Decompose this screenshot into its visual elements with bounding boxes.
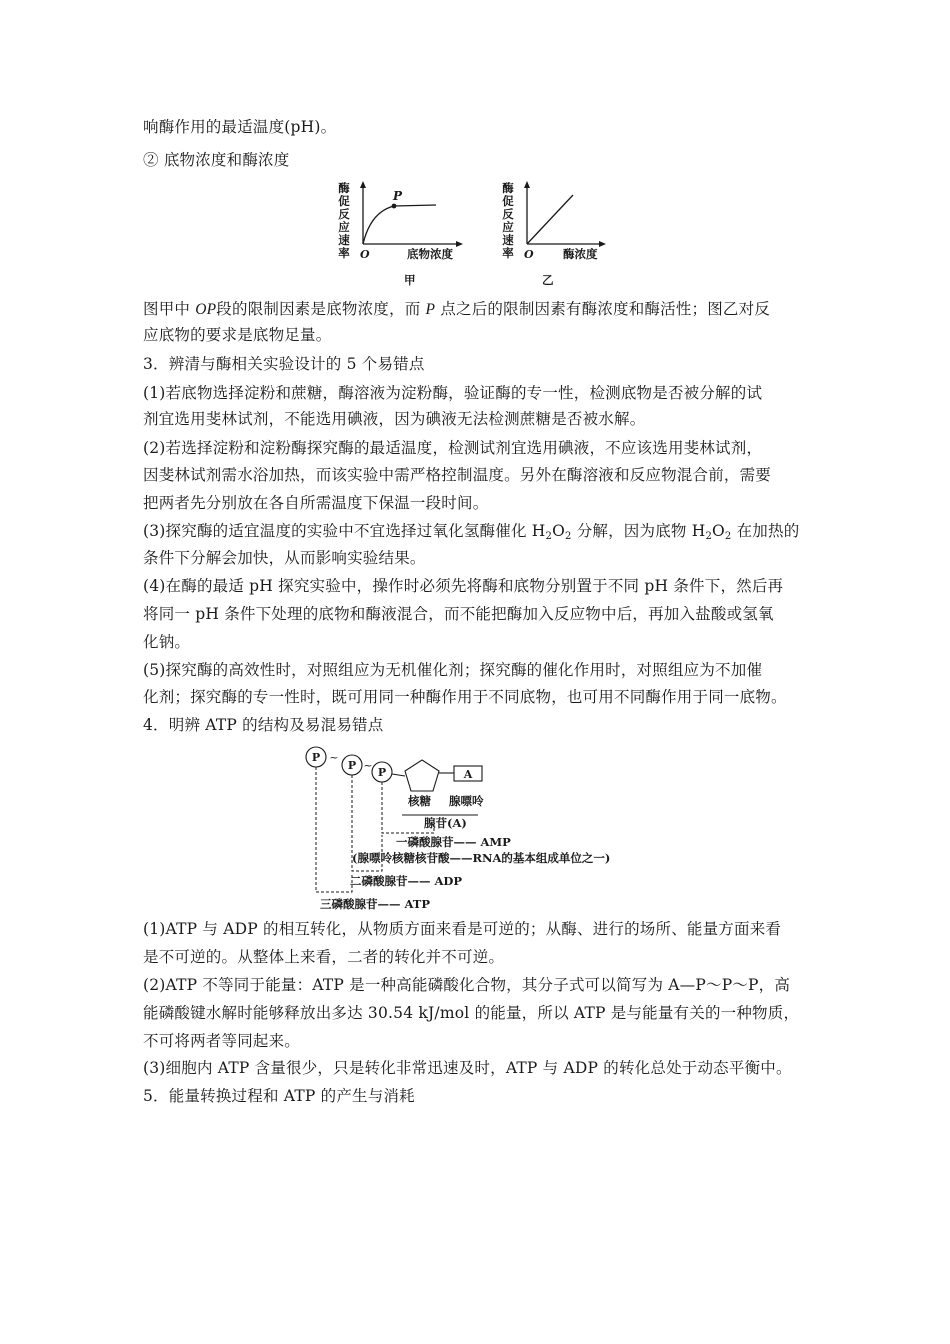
- graph-jia: [338, 181, 463, 287]
- y-axis-label-char: 应: [338, 220, 350, 234]
- origin-label: O: [524, 248, 534, 261]
- x-axis-label: 底物浓度: [407, 247, 453, 261]
- phosphate-label: P: [377, 766, 387, 779]
- section-heading-4: 4．明辨 ATP 的结构及易混易错点: [143, 716, 384, 734]
- paragraph-line: 化剂；探究酶的专一性时，既可用同一种酶作用于不同底物，也可用不同酶作用于同一底物。: [143, 688, 787, 706]
- bond-line: [392, 774, 405, 776]
- paragraph-line: (1)若底物选择淀粉和蔗糖，酶溶液为淀粉酶，验证酶的专一性，检测底物是否被分解的试: [143, 384, 763, 402]
- adenosine-label: 腺苷(A): [424, 816, 467, 830]
- paragraph-line: 不可将两者等同起来。: [143, 1032, 301, 1050]
- x-axis-label: 酶浓度: [563, 247, 598, 261]
- y-axis-label-char: 反: [338, 207, 350, 221]
- paragraph-line: 响酶作用的最适温度(pH)。: [143, 118, 337, 136]
- paragraph-line: 剂宜选用斐林试剂，不能选用碘液，因为碘液无法检测蔗糖是否被水解。: [143, 410, 646, 428]
- atp-bracket: [316, 767, 352, 892]
- y-axis-arrow: [524, 181, 530, 188]
- paragraph-line: (3)细胞内 ATP 含量很少，只是转化非常迅速及时，ATP 与 ADP 的转化总处于动态平衡中。: [143, 1059, 792, 1077]
- y-axis-label-char: 反: [502, 207, 514, 221]
- subheading-substrate-enzyme-concentration: ② 底物浓度和酶浓度: [143, 151, 290, 169]
- x-axis-arrow: [456, 241, 463, 247]
- y-axis-label-char: 促: [502, 194, 514, 208]
- graph-caption-jia: 甲: [404, 273, 416, 287]
- y-axis-label-char: 率: [502, 246, 514, 260]
- adp-label: 二磷酸腺苷—— ADP: [350, 874, 463, 888]
- high-energy-bond-label: ~: [329, 751, 339, 764]
- graph-yi: [502, 181, 606, 287]
- paragraph-line: (3)探究酶的适宜温度的实验中不宜选择过氧化氢酶催化 $H_2O_2$ 分解，因为底物 $H_2O_2$ 在加热的: [143, 522, 800, 542]
- paragraph-line: 将同一 pH 条件下处理的底物和酶液混合，而不能把酶加入反应物中后，再加入盐酸或氢氧: [143, 605, 774, 623]
- paragraph-line: 能磷酸键水解时能够释放出多达 30.54 kJ/mol 的能量，所以 ATP 是与能量有关的一种物质，: [143, 1004, 800, 1022]
- paragraph-line: (5)探究酶的高效性时，对照组应为无机催化剂；探究酶的催化作用时，对照组应为不加催: [143, 661, 763, 679]
- point-p-marker: [392, 204, 397, 209]
- phosphate-label: P: [347, 759, 357, 772]
- y-axis-label-char: 速: [502, 233, 514, 247]
- paragraph-line: 应底物的要求是底物足量。: [143, 326, 332, 344]
- atp-structure-diagram: [300, 742, 660, 914]
- paragraph-line: 条件下分解会加快，从而影响实验结果。: [143, 549, 426, 567]
- paragraph-line: (4)在酶的最适 pH 探究实验中，操作时必须先将酶和底物分别置于不同 pH 条件下，然后再: [143, 577, 784, 595]
- y-axis-label-char: 应: [502, 220, 514, 234]
- adenine-label: 腺嘌呤: [449, 794, 484, 808]
- paragraph-line: (1)ATP 与 ADP 的相互转化，从物质方面来看是可逆的；从酶、进行的场所、能量方面来看: [143, 920, 782, 938]
- amp-rna-note: (腺嘌呤核糖核苷酸——RNA的基本组成单位之一): [352, 851, 611, 865]
- phosphate-label: P: [311, 751, 321, 764]
- y-axis-label-char: 速: [338, 233, 350, 247]
- high-energy-bond-label: ~: [363, 759, 373, 772]
- saturation-curve: [363, 205, 436, 244]
- origin-label: O: [360, 248, 370, 261]
- paragraph-line: 图甲中 OP段的限制因素是底物浓度，而 P 点之后的限制因素有酶浓度和酶活性；图乙对反: [143, 300, 771, 318]
- y-axis-label-char: 促: [338, 194, 350, 208]
- ribose-pentagon: [405, 760, 439, 791]
- atp-label: 三磷酸腺苷—— ATP: [320, 897, 431, 911]
- paragraph-line: 化钠。: [143, 633, 191, 651]
- point-p-label: P: [393, 189, 403, 203]
- paragraph-line: (2)ATP 不等同于能量：ATP 是一种高能磷酸化合物，其分子式可以简写为 A—P～P～P，高: [143, 976, 791, 994]
- graph-caption-yi: 乙: [542, 273, 554, 287]
- paragraph-line: (2)若选择淀粉和淀粉酶探究酶的最适温度，检测试剂宜选用碘液，不应该选用斐林试剂，: [143, 439, 763, 457]
- y-axis-label-char: 酶: [338, 181, 350, 195]
- enzyme-rate-graphs: [330, 178, 630, 290]
- ribose-label: 核糖: [408, 794, 431, 808]
- adenine-box-label: A: [463, 768, 473, 781]
- linear-line: [527, 195, 573, 244]
- paragraph-line: 把两者先分别放在各自所需温度下保温一段时间。: [143, 494, 489, 512]
- y-axis-label-char: 率: [338, 246, 350, 260]
- section-heading-3: 3．辨清与酶相关实验设计的 5 个易错点: [143, 355, 425, 373]
- paragraph-line: 是不可逆的。从整体上来看，二者的转化并不可逆。: [143, 948, 505, 966]
- paragraph-line: 因斐林试剂需水浴加热，而该实验中需严格控制温度。另外在酶溶液和反应物混合前，需要: [143, 466, 772, 484]
- section-heading-5: 5．能量转换过程和 ATP 的产生与消耗: [143, 1087, 415, 1105]
- x-axis-arrow: [599, 241, 606, 247]
- y-axis-label-char: 酶: [502, 181, 514, 195]
- y-axis-arrow: [360, 181, 366, 188]
- amp-label: 一磷酸腺苷—— AMP: [396, 835, 511, 849]
